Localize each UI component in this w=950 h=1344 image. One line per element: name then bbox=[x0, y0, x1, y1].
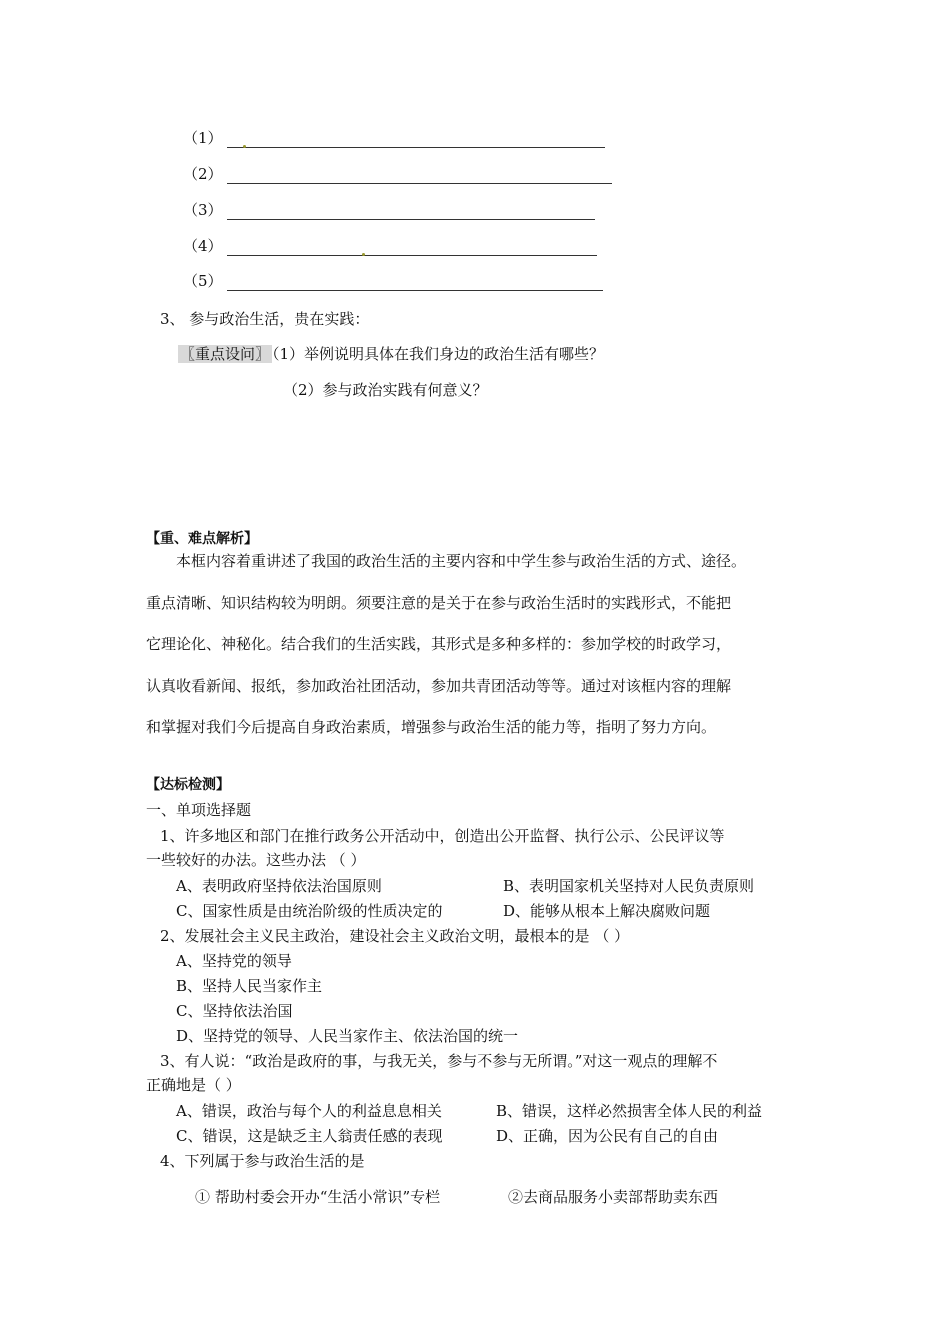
question-1-line1: 1、许多地区和部门在推行政务公开活动中，创造出公开监督、执行公示、公民评议等 bbox=[160, 827, 725, 845]
option-a[interactable]: A、坚持党的领导 bbox=[176, 952, 292, 970]
blank-line-3 bbox=[183, 200, 595, 220]
option-c[interactable]: C、错误，这是缺乏主人翁责任感的表现 bbox=[176, 1127, 443, 1145]
analysis-line: 本框内容着重讲述了我国的政治生活的主要内容和中学生参与政治生活的方式、途径。 bbox=[176, 552, 747, 570]
blank-line-1 bbox=[183, 128, 605, 148]
answer-blank[interactable] bbox=[227, 241, 597, 256]
key-question-2: （2）参与政治实践有何意义？ bbox=[283, 381, 488, 399]
question-1-line2: 一些较好的办法。这些办法 （ ） bbox=[146, 851, 366, 869]
test-heading: 【达标检测】 bbox=[146, 777, 230, 793]
option-c[interactable]: C、国家性质是由统治阶级的性质决定的 bbox=[176, 902, 443, 920]
blank-number: （5） bbox=[183, 272, 223, 290]
analysis-line: 重点清晰、知识结构较为明朗。须要注意的是关于在参与政治生活时的实践形式，不能把 bbox=[146, 594, 732, 612]
question-3-line1: 3、有人说：“政治是政府的事，与我无关，参与不参与无所谓。”对这一观点的理解不 bbox=[160, 1052, 718, 1070]
key-question-1 bbox=[178, 344, 604, 364]
question-3-line2: 正确地是（ ） bbox=[146, 1076, 241, 1094]
question-4-item-1: ① 帮助村委会开办“生活小常识”专栏 bbox=[195, 1188, 441, 1206]
analysis-line: 认真收看新闻、报纸，参加政治社团活动，参加共青团活动等等。通过对该框内容的理解 bbox=[146, 677, 732, 695]
blank-line-2 bbox=[183, 164, 612, 184]
option-d[interactable]: D、能够从根本上解决腐败问题 bbox=[503, 902, 711, 920]
blank-line-5 bbox=[183, 271, 603, 291]
answer-blank[interactable] bbox=[227, 205, 595, 220]
blank-number: （2） bbox=[183, 165, 223, 183]
option-b[interactable]: B、表明国家机关坚持对人民负责原则 bbox=[503, 877, 755, 895]
key-question-tag: 〖重点设问〗 bbox=[180, 345, 271, 363]
test-section-title: 一、单项选择题 bbox=[146, 801, 252, 819]
section3-title: 3、 参与政治生活，贵在实践： bbox=[160, 310, 370, 328]
option-a[interactable]: A、错误，政治与每个人的利益息息相关 bbox=[176, 1102, 442, 1120]
blank-line-4 bbox=[183, 236, 597, 256]
blank-number: （4） bbox=[183, 237, 223, 255]
analysis-heading: 【重、难点解析】 bbox=[146, 531, 258, 547]
blank-number: （3） bbox=[183, 201, 223, 219]
option-d[interactable]: D、坚持党的领导、人民当家作主、依法治国的统一 bbox=[176, 1027, 519, 1045]
option-d[interactable]: D、正确，因为公民有自己的自由 bbox=[496, 1127, 719, 1145]
question-2-line1: 2、发展社会主义民主政治，建设社会主义政治文明，最根本的是 （ ） bbox=[160, 927, 630, 945]
answer-blank[interactable] bbox=[227, 169, 612, 184]
answer-blank[interactable] bbox=[227, 276, 603, 291]
analysis-line: 它理论化、神秘化。结合我们的生活实践，其形式是多种多样的：参加学校的时政学习， bbox=[146, 635, 732, 653]
option-b[interactable]: B、错误，这样必然损害全体人民的利益 bbox=[496, 1102, 763, 1120]
question-text: （1）举例说明具体在我们身边的政治生活有哪些？ bbox=[272, 345, 605, 363]
option-b[interactable]: B、坚持人民当家作主 bbox=[176, 977, 323, 995]
blank-number: （1） bbox=[183, 129, 223, 147]
option-c[interactable]: C、坚持依法治国 bbox=[176, 1002, 293, 1020]
analysis-line: 和掌握对我们今后提高自身政治素质，增强参与政治生活的能力等，指明了努力方向。 bbox=[146, 718, 717, 736]
answer-blank[interactable] bbox=[227, 133, 605, 148]
question-4-item-2: ②去商品服务小卖部帮助卖东西 bbox=[508, 1188, 719, 1206]
option-a[interactable]: A、表明政府坚持依法治国原则 bbox=[176, 877, 382, 895]
question-4-line1: 4、下列属于参与政治生活的是 bbox=[160, 1152, 365, 1170]
